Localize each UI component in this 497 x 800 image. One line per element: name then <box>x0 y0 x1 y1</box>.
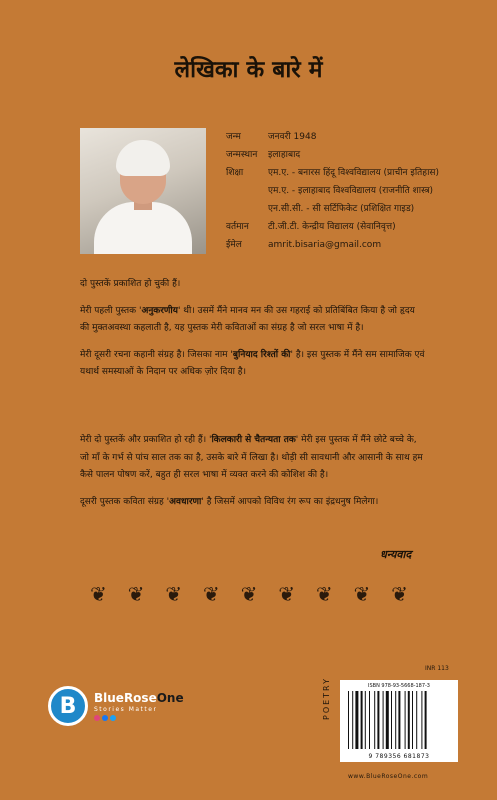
book-title: अवधारणा <box>169 496 202 507</box>
author-photo <box>80 128 206 254</box>
instagram-icon <box>94 715 100 721</box>
book-title: बुनियाद रिश्तों की <box>232 349 291 360</box>
upcoming-paragraphs <box>80 432 425 511</box>
info-label: जन्म <box>226 132 241 142</box>
ornament-icon: ❦ <box>165 582 183 606</box>
info-value: टी.जी.टी. केन्द्रीय विद्यालय (सेवानिवृत्त) <box>268 222 396 232</box>
publisher-tagline: Stories Matter <box>94 706 158 713</box>
upcoming-book-text: मेरी दो पुस्तकें और प्रकाशित हो रही हैं। 'किलकारी से चैतन्यता तक' मेरी इस पुस्तक में मैंने छोटे बच्चे के, जो माँ के गर्भ से पांच साल तक का है, उसके बारे में लिखा है। थोड़ी सी सावधानी और आसानी के साथ हम कैसे पालन पोषण करें, बहुत ही सरल भाषा में व्यक्त करने की कोशिश की है। <box>80 435 423 480</box>
book-title: किलकारी से चैतन्यता तक <box>211 435 296 445</box>
info-label: वर्तमान <box>226 222 249 232</box>
info-value: एम.ए. - इलाहाबाद विश्वविद्यालय (राजनीति शास्त्र) <box>268 186 434 196</box>
ornament-icon: ❦ <box>202 582 220 606</box>
social-icons <box>94 715 184 721</box>
page-title: लेखिका के बारे में <box>174 57 323 83</box>
info-value: एन.सी.सी. - सी सर्टिफिकेट (प्रशिक्षित गाइड) <box>268 204 415 214</box>
publisher-name: BlueRoseOne <box>94 691 184 705</box>
intro-paragraphs <box>80 276 425 382</box>
info-value: एम.ए. - बनारस हिंदू विश्वविद्यालय (प्राचीन इतिहास) <box>268 168 440 178</box>
ornament-icon: ❦ <box>127 582 145 606</box>
ornament-icon: ❦ <box>240 582 258 606</box>
isbn-label: ISBN 978-93-5668-187-3 <box>368 683 430 689</box>
info-label: जन्मस्थान <box>226 150 258 160</box>
info-value: जनवरी 1948 <box>268 132 317 142</box>
ornament-icon: ❦ <box>391 582 408 606</box>
book-title: अनुकरणीय <box>141 305 178 316</box>
info-label: शिक्षा <box>226 168 244 178</box>
ornament-icon: ❦ <box>90 582 107 606</box>
barcode <box>340 680 458 762</box>
ornament-icon: ❦ <box>353 582 371 606</box>
publisher-website[interactable]: www.BlueRoseOne.com <box>348 773 429 780</box>
barcode-bars <box>346 691 452 749</box>
info-value: इलाहाबाद <box>268 150 301 160</box>
email-link[interactable]: amrit.bisaria@gmail.com <box>268 240 382 250</box>
thanks-signoff: धन्यवाद <box>380 548 412 561</box>
intro-line: दो पुस्तकें प्रकाशित हो चुकी हैं। <box>80 279 181 289</box>
info-label: ईमेल <box>226 240 242 250</box>
genre-label: POETRY <box>322 677 331 720</box>
first-book-text: मेरी पहली पुस्तक 'अनुकरणीय' थी। उसमें मैंने मानव मन की उस गहराई को प्रतिबिंबित किया है जो हृदय की मुक्तअवस्था कहलाती है, यह पुस्तक मेरी कविताओं का संग्रह है जो सरल भाषा में है। <box>80 305 415 333</box>
ornament-icon: ❦ <box>315 582 333 606</box>
ornament-divider <box>90 582 408 606</box>
twitter-icon <box>110 715 116 721</box>
price-label: INR 113 <box>425 665 449 672</box>
poetry-book-text: दूसरी पुस्तक कविता संग्रह 'अवधारणा' है जिसमें आपको विविध रंग रूप का इंद्रधनुष मिलेगा। <box>80 496 379 507</box>
publisher-logo-icon: B <box>48 686 88 726</box>
ornament-icon: ❦ <box>278 582 295 606</box>
publisher-logo[interactable] <box>48 686 184 726</box>
second-book-text: मेरी दूसरी रचना कहानी संग्रह है। जिसका नाम 'बुनियाद रिश्तों की' है। इस पुस्तक में मैंने सम सामाजिक एवं यथार्थ समस्याओं के निदान पर अधिक ज़ोर दिया है। <box>80 349 425 377</box>
facebook-icon <box>102 715 108 721</box>
barcode-number: 9 789356 681873 <box>368 753 430 760</box>
